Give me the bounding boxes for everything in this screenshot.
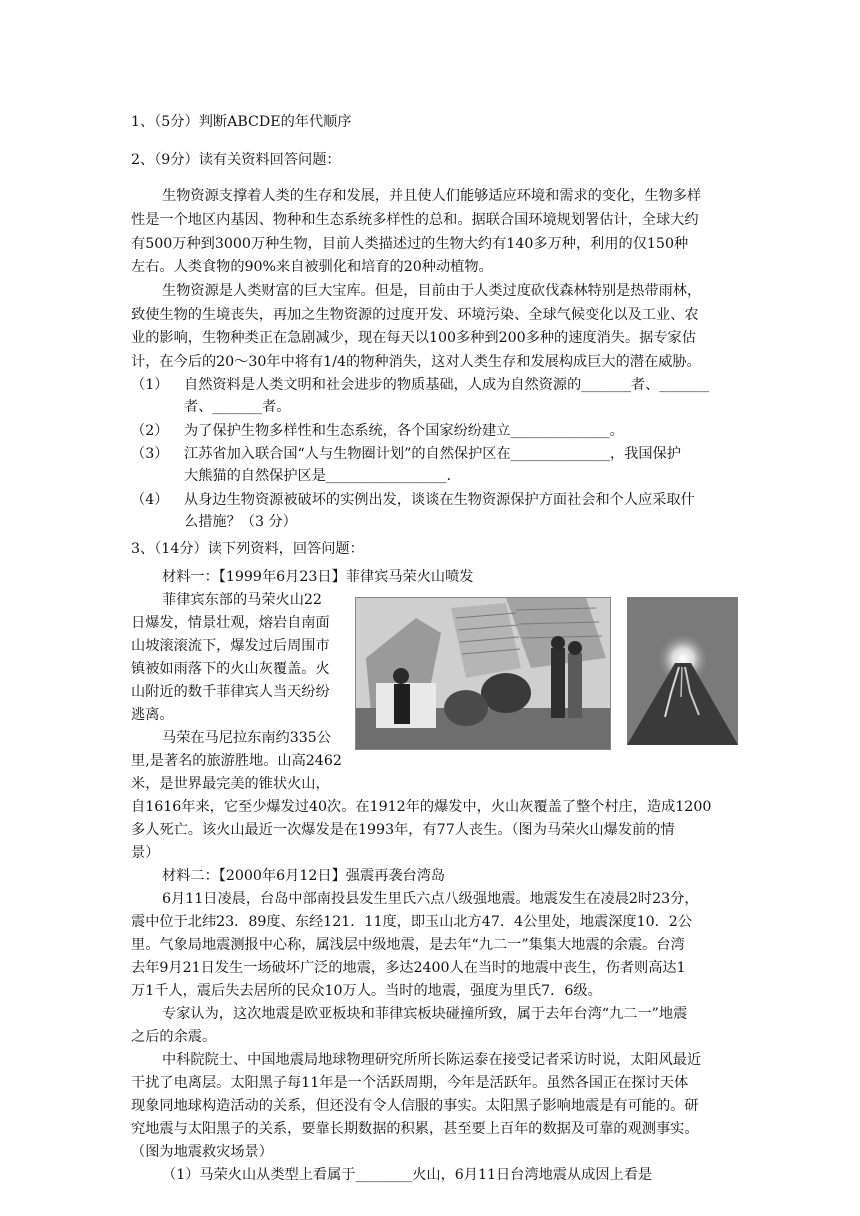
q2-item-text: 大熊猫的自然保护区是_________________. — [184, 468, 451, 484]
m2-line: 万1千人，震后失去居所的民众10万人。当时的地震，强度为里氏7．6级。 — [131, 983, 602, 999]
q2-item-text: 江苏省加入联合国“人与生物圈计划”的自然保护区在______________，我国保护 — [184, 446, 681, 462]
m2-line: （图为地震救灾场景） — [131, 1144, 273, 1160]
m1-full-line: 自1616年来，它至少爆发过40次。在1912年的爆发中，火山灰覆盖了整个村庄，造成1200 — [131, 799, 712, 815]
q2-para1-line: 性是一个地区内基因、物种和生态系统多样性的总和。据联合国环境规划署估计，全球大约 — [131, 212, 699, 228]
m1-wrap-line: 逃离。 — [131, 707, 174, 723]
q2-para2-line: 生物资源是人类财富的巨大宝库。但是，目前由于人类过度砍伐森林特别是热带雨林， — [162, 283, 702, 299]
q2-item-text: 从身边生物资源被破坏的实例出发，谈谈在生物资源保护方面社会和个人应采取什 — [184, 492, 695, 508]
m1-wrap-line: 里,是著名的旅游胜地。山高2462 — [131, 753, 342, 769]
question-1: 1、（5分）判断ABCDE的年代顺序 — [131, 114, 352, 130]
m2-line: 6月11日凌晨，台岛中部南投县发生里氏六点八级强地震。地震发生在凌晨2时23分， — [162, 891, 699, 907]
m1-wrap-line: 山附近的数千菲律宾人当天纷纷 — [131, 684, 330, 700]
m1-wrap-line: 马荣在马尼拉东南约335公 — [162, 730, 331, 746]
q2-item-number: （2） — [131, 423, 169, 439]
q2-para2-line: 业的影响，生物种类正在急剧减少，现在每天以100多种到200多种的速度消失。据专家估 — [131, 330, 696, 346]
m1-wrap-line: 日爆发，情景壮观，熔岩自南面 — [131, 615, 330, 631]
q2-para1-line: 左右。人类食物的90%来自被驯化和培育的20种动植物。 — [131, 259, 493, 275]
material-1-title: 材料一：【1999年6月23日】菲律宾马荣火山喷发 — [162, 569, 474, 585]
m1-wrap-line: 米，是世界最完美的锥状火山， — [131, 776, 330, 792]
m1-wrap-line: 镇被如雨落下的火山灰覆盖。火 — [131, 661, 330, 677]
q2-item-text: 者、_______者。 — [184, 399, 291, 415]
q2-para2-line: 计，在今后的20～30年中将有1/4的物种消失，这对人类生存和发展构成巨大的潜在威胁。 — [131, 354, 701, 370]
q2-item-number: （4） — [131, 492, 169, 508]
m2-line: 震中位于北纬23．89度、东经121．11度，即玉山北方47．4公里处，地震深度10．2公 — [131, 914, 693, 930]
m2-line: 干扰了电离层。太阳黑子每11年是一个活跃周期，今年是活跃年。虽然各国正在探讨天体 — [131, 1075, 689, 1091]
m2-line: 去年9月21日发生一场破坏广泛的地震，多达2400人在当时的地震中丧生，伤者则高达1 — [131, 960, 686, 976]
earthquake-rescue-photo — [355, 597, 611, 750]
q2-para1-line: 生物资源支撑着人类的生存和发展，并且使人们能够适应环境和需求的变化，生物多样 — [162, 188, 702, 204]
question-2-heading: 2、（9分）读有关资料回答问题： — [131, 152, 341, 168]
q2-para2-line: 致使生物的生境丧失，再加之生物资源的过度开发、环境污染、全球气候变化以及工业、农 — [131, 307, 699, 323]
m2-line: 现象同地球构造活动的关系，但还没有令人信服的事实。太阳黑子影响地震是有可能的。研 — [131, 1098, 699, 1114]
m2-line: 里。气象局地震测报中心称，属浅层中级地震，是去年“九二一”集集大地震的余震。台湾 — [131, 937, 685, 953]
m1-wrap-line: 菲律宾东部的马荣火山22 — [162, 592, 322, 608]
q2-item-number: （1） — [131, 377, 169, 393]
m2-line: 之后的余震。 — [131, 1029, 217, 1045]
q2-item-text: 自然资料是人类文明和社会进步的物质基础，人成为自然资源的_______者、_______ — [184, 377, 709, 393]
m2-line: 究地震与太阳黑子的关系，要靠长期数据的积累，甚至要上百年的数据及可靠的观测事实。 — [131, 1121, 699, 1137]
q2-item-text: 么措施？（3 分） — [184, 514, 297, 530]
m1-full-line: 景） — [131, 845, 160, 861]
volcano-eruption-photo — [627, 597, 738, 745]
m2-line: 专家认为，这次地震是欧亚板块和菲律宾板块碰撞所致，属于去年台湾“九二一”地震 — [162, 1006, 688, 1022]
q2-item-number: （3） — [131, 446, 169, 462]
m1-wrap-line: 山坡滚滚流下，爆发过后周围市 — [131, 638, 330, 654]
material-2-title: 材料二：【2000年6月12日】强震再袭台湾岛 — [162, 868, 446, 884]
m1-full-line: 多人死亡。该火山最近一次爆发是在1993年，有77人丧生。（图为马荣火山爆发前的情 — [131, 822, 675, 838]
q2-item-text: 为了保护生物多样性和生态系统，各个国家纷纷建立______________。 — [184, 423, 624, 439]
m2-line: 中科院院士、中国地震局地球物理研究所所长陈运泰在接受记者采访时说，太阳风最近 — [162, 1052, 702, 1068]
question-3-heading: 3、（14分）读下列资料，回答问题： — [131, 541, 364, 557]
q3-subquestion-1: （1）马荣火山从类型上看属于________火山，6月11日台湾地震从成因上看是 — [162, 1167, 653, 1183]
q2-para1-line: 有500万种到3000万种生物，目前人类描述过的生物大约有140多万种，利用的仅150种 — [131, 236, 689, 252]
